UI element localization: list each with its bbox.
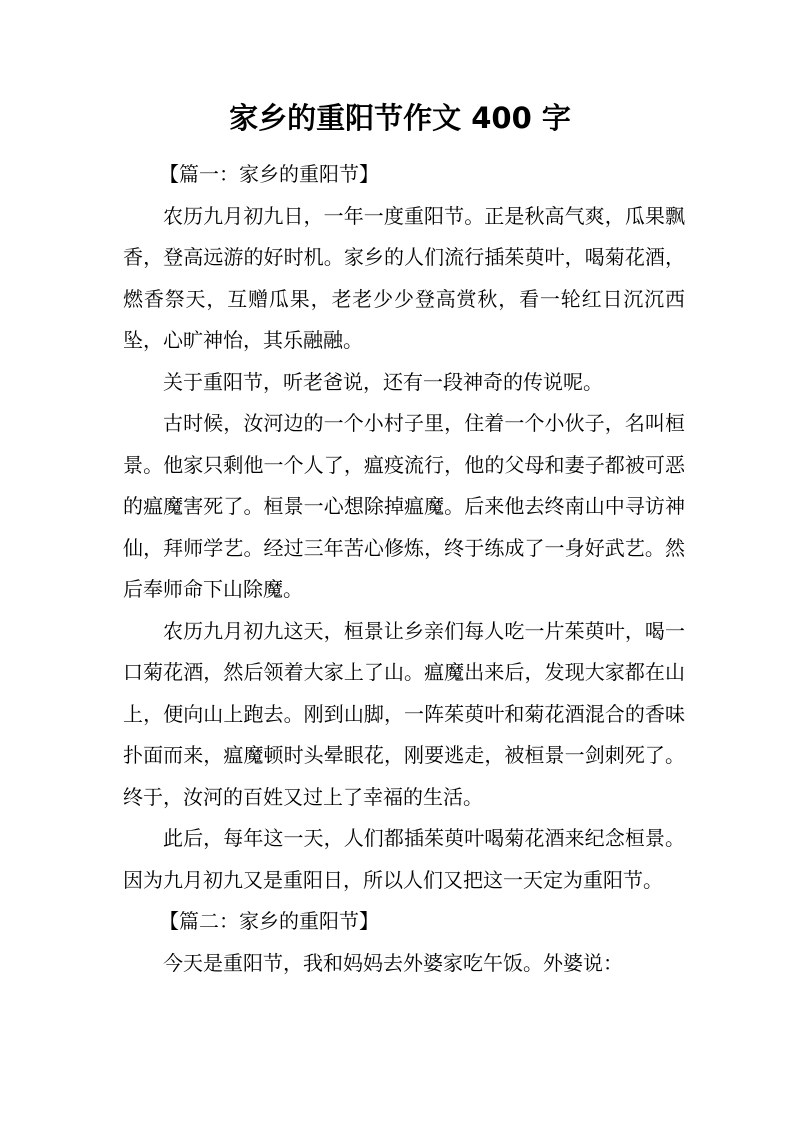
paragraph: 此后，每年这一天，人们都插茱萸叶喝菊花酒来纪念桓景。因为九月初九又是重阳日，所以人们又把这一天定为重阳节。 bbox=[123, 826, 685, 892]
document-body bbox=[123, 154, 685, 984]
document-title: 家乡的重阳节作文 400 字 bbox=[229, 101, 571, 135]
paragraph: 农历九月初九这天，桓景让乡亲们每人吃一片茱萸叶，喝一口菊花酒，然后领着大家上了山。瘟魔出来后，发现大家都在山上，便向山上跑去。刚到山脚，一阵茱萸叶和菊花酒混合的香味扑面而来，瘟魔顿时头晕眼花，刚要逃走，被桓景一剑刺死了。终于，汝河的百姓又过上了幸福的生活。 bbox=[123, 618, 685, 809]
paragraph: 关于重阳节，听老爸说，还有一段神奇的传说呢。 bbox=[163, 369, 603, 394]
paragraph: 今天是重阳节，我和妈妈去外婆家吃午饭。外婆说： bbox=[163, 950, 623, 975]
paragraph: 古时候，汝河边的一个小村子里，住着一个小伙子，名叫桓景。他家只剩他一个人了，瘟疫流行，他的父母和妻子都被可恶的瘟魔害死了。桓景一心想除掉瘟魔。后来他去终南山中寻访神仙，拜师学艺。经过三年苦心修炼，终于练成了一身好武艺。然后奉师命下山除魔。 bbox=[123, 411, 685, 601]
section-heading: 【篇一：家乡的重阳节】 bbox=[159, 162, 379, 186]
section-heading: 【篇二：家乡的重阳节】 bbox=[159, 909, 379, 933]
paragraph: 农历九月初九日，一年一度重阳节。正是秋高气爽，瓜果飘香，登高远游的好时机。家乡的人们流行插茱萸叶，喝菊花酒，燃香祭天，互赠瓜果，老老少少登高赏秋，看一轮红日沉沉西坠，心旷神怡，其乐融融。 bbox=[123, 203, 685, 352]
